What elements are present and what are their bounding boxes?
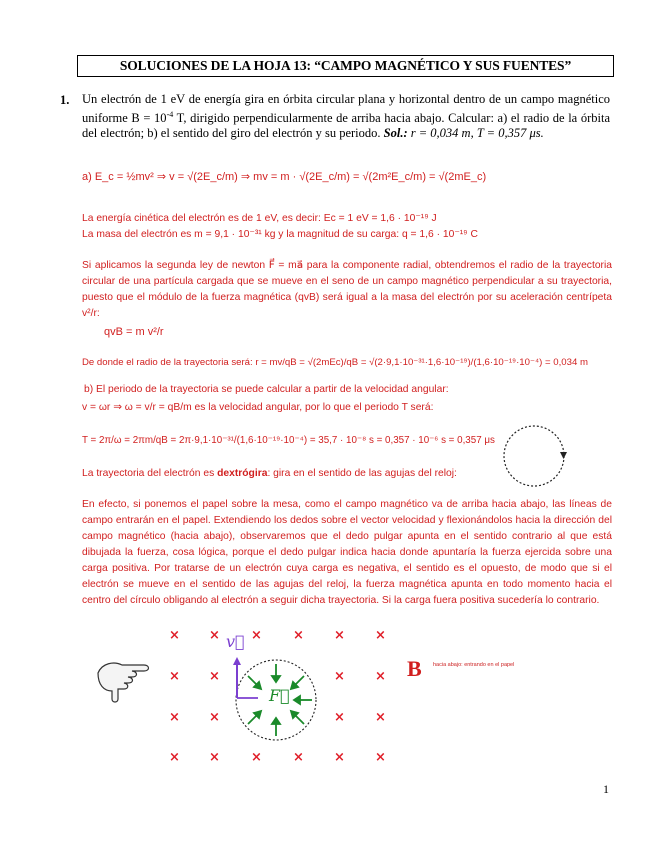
field-cross: × xyxy=(375,669,386,684)
statement-continuation: T, dirigido perpendicularmente de arriba hacia abajo. Calcular: a) el radio de la órbita del electrón; b) el sentido del giro del electrón y su periodo. xyxy=(82,111,610,141)
energy-line: La energía cinética del electrón es de 1 eV, es decir: Ec = 1 eV = 1,6 · 10⁻¹⁹ J xyxy=(82,213,437,224)
field-cross: × xyxy=(251,628,262,643)
field-cross: × xyxy=(169,710,180,725)
force-label: F⃗ xyxy=(269,686,290,705)
mass-line: La masa del electrón es m = 9,1 · 10⁻³¹ kg y la magnitud de su carga: q = 1,6 · 10⁻¹⁹ C xyxy=(82,229,478,240)
kinetic-energy-equation: a) E_c = ½mv² ⇒ v = √(2E_c/m) ⇒ mv = m · √(2E_c/m) = √(2m²E_c/m) = √(2mE_c) xyxy=(82,171,487,183)
field-cross: × xyxy=(375,628,386,643)
field-cross: × xyxy=(375,710,386,725)
newton-paragraph: Si aplicamos la segunda ley de newton F⃗ = ma⃗ para la componente radial, obtendremos el radio de la trayectoria circular de una partícula cargada que se mueve en el seno de un campo magnético perpendicular a su trayectoria, puesto que el módulo de la fuerza magnética (qvB) será igual a la masa del electrón por su aceleración centrípeta v²/r: xyxy=(82,260,612,319)
trajectory-post: : gira en el sentido de las agujas del reloj: xyxy=(267,468,457,479)
statement-exponent: -4 xyxy=(166,110,174,119)
problem-number: 1. xyxy=(60,93,70,107)
orbit-diagram xyxy=(498,423,574,489)
solution-summary xyxy=(384,126,544,140)
problem-statement xyxy=(82,92,610,141)
period-equation: T = 2π/ω = 2πm/qB = 2π·9,1·10⁻³¹/(1,6·10⁻¹⁹·10⁻⁴) = 35,7 · 10⁻⁸ s = 0,357 · 10⁻⁶ s = 0,357 μs xyxy=(82,435,495,446)
period-intro: b) El periodo de la trayectoria se puede calcular a partir de la velocidad angular: xyxy=(84,384,449,395)
orbit-circle xyxy=(504,426,564,486)
field-cross: × xyxy=(209,750,220,765)
field-cross: × xyxy=(375,750,386,765)
field-cross: × xyxy=(334,628,345,643)
clockwise-arrow-icon xyxy=(560,452,567,459)
field-cross: × xyxy=(251,750,262,765)
field-cross: × xyxy=(209,710,220,725)
b-field-note: hacia abajo: entrando en el papel xyxy=(433,662,515,668)
solution-values: r = 0,034 m, T = 0,357 μs. xyxy=(410,126,544,141)
field-cross: × xyxy=(334,669,345,684)
trajectory-pre: La trayectoria del electrón es xyxy=(82,468,218,479)
page-title: SOLUCIONES DE LA HOJA 13: “CAMPO MAGNÉTICO Y SUS FUENTES” xyxy=(77,55,614,77)
field-cross: × xyxy=(169,628,180,643)
qvb-equation: qvB = m v²/r xyxy=(104,326,164,338)
field-cross: × xyxy=(293,750,304,765)
trajectory-line xyxy=(82,468,502,479)
right-hand-icon xyxy=(92,655,160,705)
radius-equation: De donde el radio de la trayectoria será: r = mv/qB = √(2mEc)/qB = √(2·9,1·10⁻³¹·1,6·10⁻¹⁹)/(1,6·10⁻¹⁹·10⁻⁴) = 0,034 m xyxy=(82,357,588,368)
field-cross: × xyxy=(209,628,220,643)
field-cross: × xyxy=(334,710,345,725)
solution-label: Sol.: xyxy=(383,126,408,141)
field-cross: × xyxy=(209,669,220,684)
field-cross: × xyxy=(293,628,304,643)
field-cross: × xyxy=(169,750,180,765)
velocity-label: v⃗ xyxy=(226,632,245,651)
explanation-paragraph: En efecto, si ponemos el papel sobre la mesa, como el campo magnético va de arriba hacia abajo, las líneas de campo entrarán en el papel. Extendiendo los dedos sobre el vector velocidad y flexionándolos hacia la dirección del campo magnético (hacia abajo), observaremos que el dedo pulgar apunta en el sentido contrario al que está dibujada la fuerza, cosa lógica, porque el dedo pulgar indica hacia donde apuntaría la fuerza ejercida sobre una carga positiva. Por tratarse de un electrón cuya carga es negativa, el sentido es el opuesto, de modo que si el electrón se mueve en el sentido de las agujas del reloj, la fuerza magnética apunta en todo momento hacia el centro del círculo obligando al electrón a seguir dicha trayectoria. Si la carga fuera positiva sucedería lo contrario. xyxy=(82,499,612,606)
page-number: 1 xyxy=(603,782,609,796)
statement-text: Un electrón de 1 eV de energía gira en órbita circular plana y horizontal dentro de un campo magnético uniforme B = 10 xyxy=(82,92,610,126)
angular-velocity-line: v = ωr ⇒ ω = v/r = qB/m es la velocidad angular, por lo que el periodo T será: xyxy=(82,402,434,413)
velocity-arrowhead-icon xyxy=(233,657,241,665)
b-field-label: B⃗ xyxy=(407,656,439,681)
trajectory-dextrogira: dextrógira xyxy=(217,468,268,479)
field-cross: × xyxy=(169,669,180,684)
field-cross: × xyxy=(334,750,345,765)
